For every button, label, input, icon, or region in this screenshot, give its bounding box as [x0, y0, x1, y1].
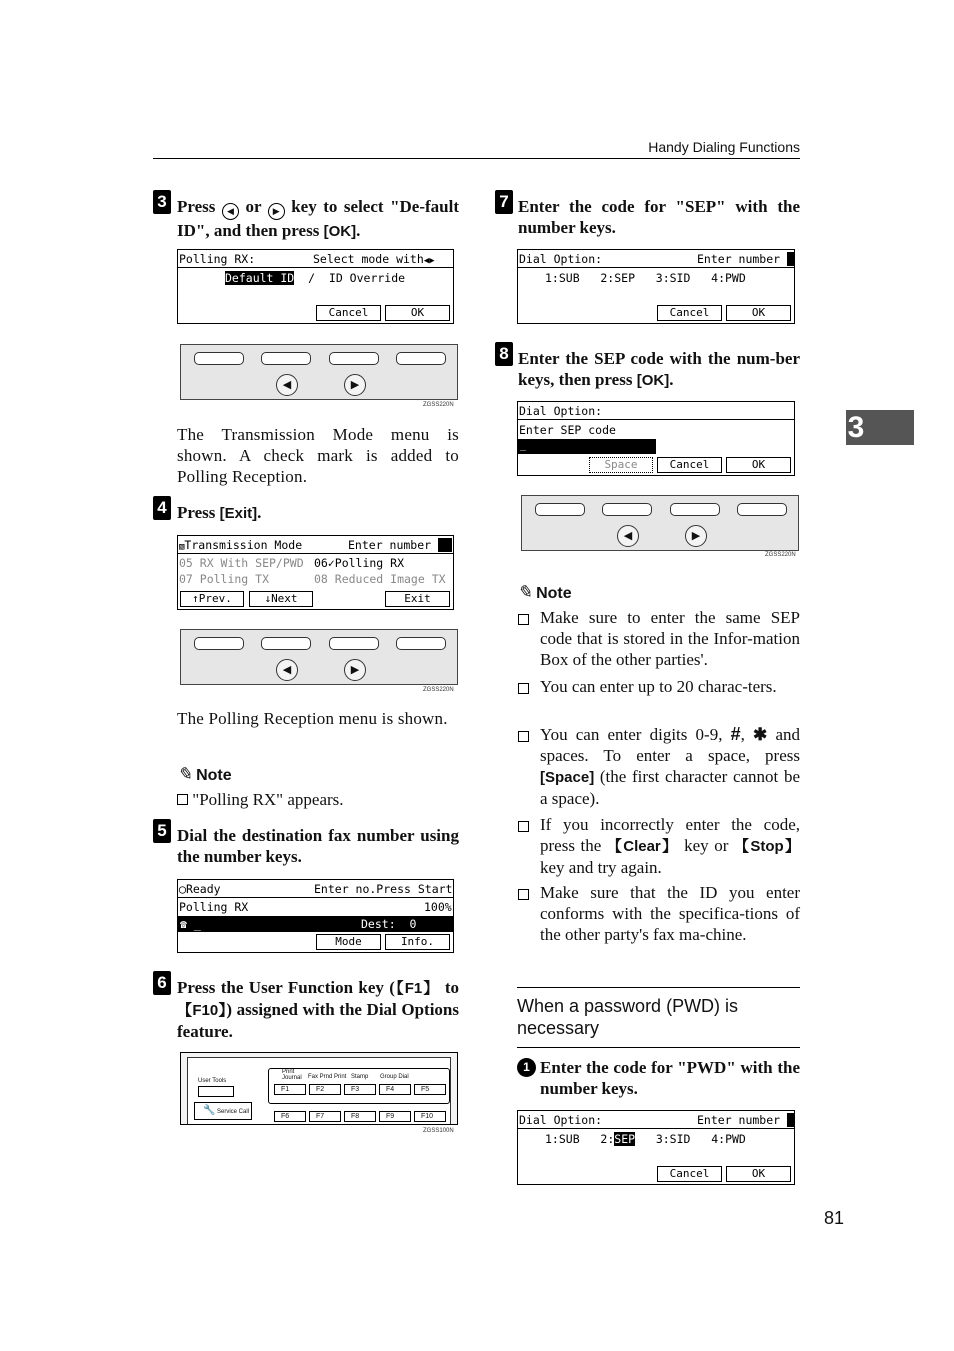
- ok-button[interactable]: OK: [726, 457, 791, 473]
- step-8-text-a: Enter the SEP code with the num-ber keys, then press: [518, 349, 800, 389]
- option-slash: /: [308, 271, 316, 285]
- right-arrow-circle-icon: ▶: [268, 203, 285, 220]
- cursor-block: [787, 252, 794, 266]
- function-key[interactable]: [737, 503, 787, 516]
- option-sep[interactable]: SEP: [614, 1132, 636, 1146]
- down-arrow-icon: ↓: [264, 592, 272, 605]
- function-key[interactable]: [261, 352, 311, 365]
- lcd-transmission-mode: [177, 535, 454, 610]
- chapter-tab: [846, 410, 914, 445]
- info-button[interactable]: Info.: [385, 934, 450, 950]
- note-header: [177, 764, 232, 785]
- mode-button[interactable]: Mode: [316, 934, 381, 950]
- lcd-prompt-text: Enter number: [348, 538, 432, 552]
- prev-button[interactable]: [180, 591, 244, 607]
- header-rule: [153, 158, 800, 159]
- function-key[interactable]: [194, 352, 244, 365]
- polling-menu-text: The Polling Reception menu is shown.: [177, 709, 448, 728]
- step-3-text-b: or: [238, 197, 268, 216]
- f4-key[interactable]: F4: [379, 1084, 411, 1095]
- function-key[interactable]: [602, 503, 652, 516]
- menu-item-05[interactable]: 05 RX With SEP/PWD: [179, 556, 304, 570]
- step-4-text-b: .: [257, 503, 262, 522]
- service-call-label: Service Call: [217, 1109, 250, 1115]
- function-key[interactable]: [670, 503, 720, 516]
- default-id-option[interactable]: Default ID: [225, 271, 295, 285]
- note-text: If you incorrectly enter the code, press the: [540, 815, 800, 855]
- step-3-text-a: Press: [177, 197, 222, 216]
- left-arrow-circle-icon[interactable]: ◀: [276, 659, 298, 681]
- lcd-title-text: Transmission Mode: [184, 538, 303, 552]
- menu-item-08[interactable]: 08 Reduced Image TX: [314, 572, 446, 586]
- lcd-prompt: [697, 1111, 794, 1129]
- f8-key[interactable]: F8: [344, 1111, 376, 1122]
- figure-code: ZGSS220N: [423, 402, 454, 408]
- cancel-button[interactable]: Cancel: [657, 457, 722, 473]
- figure-code: ZGSS220N: [765, 552, 796, 558]
- right-arrow-circle-icon[interactable]: ▶: [344, 374, 366, 396]
- step-marker: 8: [495, 342, 513, 366]
- note-text: ,: [740, 725, 754, 744]
- exit-key-label: [Exit]: [219, 505, 258, 522]
- f10-key-label: 【F10】: [177, 1002, 227, 1019]
- menu-item-06[interactable]: 06✓Polling RX: [314, 556, 405, 570]
- step-3-text: [177, 196, 459, 242]
- step-7-text: Enter the code for "SEP" with the number keys.: [518, 197, 800, 237]
- note-pencil-icon: ✎: [177, 764, 193, 784]
- lcd-prompt-text: Enter number: [697, 252, 781, 266]
- step-3-text-d: .: [356, 221, 361, 240]
- figure-code: ZGSS100N: [423, 1128, 454, 1134]
- note-text: key and try again.: [540, 858, 662, 877]
- lcd-prompt-text: Select mode with: [313, 252, 424, 266]
- dial-option-list[interactable]: [545, 1130, 794, 1148]
- dest-count: Dest: 0: [361, 917, 417, 931]
- substep-1-text: Enter the code for "PWD" with the number keys.: [540, 1058, 800, 1098]
- note-text: and spaces. To enter a space, press: [540, 725, 800, 765]
- key-header-print-journal: Print Journal: [282, 1069, 302, 1081]
- next-label: Next: [271, 592, 298, 605]
- lcd-title: Dial Option:: [519, 252, 603, 266]
- service-call-key[interactable]: [194, 1102, 252, 1120]
- right-arrow-circle-icon[interactable]: ▶: [344, 659, 366, 681]
- checkbox-icon: [518, 729, 529, 747]
- key-header-fax-print: Fax Prnd Print: [308, 1074, 347, 1080]
- ready-text: Ready: [185, 882, 221, 896]
- lcd-options: [225, 269, 453, 287]
- right-arrow-circle-icon[interactable]: ▶: [685, 525, 707, 547]
- step-5-text: Dial the destination fax number using the number keys.: [177, 826, 459, 866]
- lcd-enter-sep: [517, 401, 795, 476]
- lcd-title: Dial Option:: [519, 404, 603, 418]
- note-item: [177, 789, 459, 810]
- step-6-text: [177, 977, 459, 1042]
- note-item: [540, 724, 800, 809]
- note-pencil-icon: ✎: [517, 582, 533, 602]
- lcd-dial-option-pwd: [517, 1110, 795, 1185]
- hash-key-icon: #: [730, 724, 741, 744]
- f2-key[interactable]: F2: [309, 1084, 341, 1095]
- checkbox-icon: [518, 819, 529, 837]
- option-pwd[interactable]: 4:PWD: [711, 1132, 746, 1146]
- figure-code: ZGSS220N: [423, 687, 454, 693]
- lcd-prompt: [348, 536, 453, 554]
- wrench-icon: 🔧: [203, 1105, 216, 1116]
- note-item: Make sure that the ID you enter conforms with the specifica-tions of the other party's fax ma-chine.: [540, 883, 800, 944]
- chapter-number: 3: [847, 411, 865, 444]
- lcd-title: Polling RX:: [179, 252, 256, 266]
- user-tools-label: User Tools: [198, 1078, 227, 1084]
- step-marker: 3: [153, 190, 171, 214]
- lcd-ready: [177, 879, 454, 953]
- key-header-stamp: Stamp: [351, 1074, 369, 1080]
- step-marker: 4: [153, 496, 171, 520]
- ready-icon: ◯: [179, 882, 186, 896]
- f9-key[interactable]: F9: [379, 1111, 411, 1122]
- function-key[interactable]: [329, 637, 379, 650]
- cancel-button[interactable]: Cancel: [316, 305, 381, 321]
- left-arrow-circle-icon[interactable]: ◀: [617, 525, 639, 547]
- clear-key-label: 【Clear】: [606, 838, 679, 855]
- stop-key-label: 【Stop】: [733, 838, 800, 855]
- lcd-prompt: Enter SEP code: [519, 423, 616, 437]
- lcd-title: Dial Option:: [519, 1113, 603, 1127]
- substep-marker: 1: [517, 1058, 536, 1077]
- note-text: (the first character cannot be a space).: [540, 767, 800, 808]
- key-header-group-dial: Group Dial: [380, 1074, 409, 1080]
- ok-button[interactable]: OK: [726, 1166, 791, 1182]
- page-number: 81: [823, 1208, 844, 1228]
- next-button[interactable]: [249, 591, 313, 607]
- ok-button[interactable]: OK: [385, 305, 450, 321]
- note-item: You can enter up to 20 charac-ters.: [540, 677, 777, 696]
- note-item: Make sure to enter the same SEP code that is stored in the Infor-mation Box of the other parties'.: [540, 608, 800, 669]
- step-4-text-a: Press: [177, 503, 220, 522]
- control-panel-illustration: [180, 629, 458, 685]
- option-sep-num: 2:: [600, 1132, 615, 1146]
- checkbox-icon: [518, 612, 529, 630]
- note-header: [517, 582, 572, 603]
- ok-key-label: [OK]: [323, 223, 357, 240]
- space-key-label: [Space]: [540, 769, 595, 786]
- note-title: Note: [196, 767, 232, 784]
- control-panel-illustration: [521, 495, 799, 551]
- transmission-mode-text: The Transmission Mode menu is shown. A check mark is added to Polling Reception.: [177, 425, 459, 486]
- lcd-prompt: [697, 250, 794, 268]
- checkbox-icon: [518, 681, 529, 699]
- step-8-text-b: .: [669, 370, 674, 389]
- zoom-level: 100%: [424, 900, 452, 914]
- up-arrow-icon: ↑: [192, 592, 199, 605]
- cancel-button[interactable]: Cancel: [657, 1166, 722, 1182]
- note-item: [540, 814, 800, 878]
- lcd-prompt: [313, 250, 453, 268]
- step-marker: 6: [153, 971, 171, 995]
- cancel-button[interactable]: Cancel: [657, 305, 722, 321]
- function-key[interactable]: [396, 637, 446, 650]
- star-key-icon: ✱: [753, 725, 768, 744]
- note-text: key or: [678, 836, 734, 855]
- control-panel-illustration: [180, 344, 458, 400]
- option-sub[interactable]: 1:SUB: [545, 1132, 580, 1146]
- note-text: "Polling RX" appears.: [192, 790, 344, 809]
- f1-key[interactable]: F1: [274, 1084, 306, 1095]
- lcd-dial-option: [517, 249, 795, 324]
- f3-key[interactable]: F3: [344, 1084, 376, 1095]
- note-title: Note: [536, 585, 572, 602]
- prev-label: Prev.: [198, 592, 232, 605]
- sep-code-input[interactable]: _: [518, 439, 656, 454]
- f1-key-label: 【F1】: [394, 980, 440, 997]
- checkbox-icon: [177, 794, 188, 805]
- lcd-prompt-text: Enter number: [697, 1113, 781, 1127]
- option-sid[interactable]: 3:SID: [655, 1132, 691, 1146]
- f7-key[interactable]: F7: [309, 1111, 341, 1122]
- lcd-polling-rx: [177, 249, 454, 324]
- f5-key[interactable]: F5: [414, 1084, 446, 1095]
- section-title: When a password (PWD) is necessary: [517, 996, 739, 1038]
- exit-button[interactable]: Exit: [385, 591, 450, 607]
- dial-option-list[interactable]: 1:SUB 2:SEP 3:SID 4:PWD: [545, 271, 746, 285]
- step-marker: 5: [153, 819, 171, 843]
- running-header: Handy Dialing Functions: [648, 139, 800, 155]
- function-key[interactable]: [329, 352, 379, 365]
- menu-item-07[interactable]: 07 Polling TX: [179, 572, 270, 586]
- section-rule: [517, 1047, 800, 1048]
- note-text: You can enter digits 0-9,: [540, 725, 731, 744]
- user-tools-key[interactable]: [198, 1086, 234, 1097]
- ok-button[interactable]: OK: [726, 305, 791, 321]
- cursor-block: [787, 1113, 794, 1127]
- checkbox-icon: [518, 887, 529, 905]
- phone-icon: ☎ _: [180, 917, 201, 931]
- dest-row: [178, 916, 453, 932]
- section-rule: [517, 987, 800, 988]
- polling-rx-label: Polling RX: [179, 900, 249, 914]
- step-6-text-c: ) assigned with the Dial Options feature.: [177, 1000, 459, 1041]
- f6-key[interactable]: F6: [274, 1111, 306, 1122]
- lcd-prompt: Enter no.Press Start: [314, 882, 453, 896]
- space-button[interactable]: Space: [589, 457, 653, 473]
- cursor-block: [438, 538, 452, 552]
- arrow-keys-icon: ◀▶: [423, 256, 435, 266]
- user-function-keys-illustration: [180, 1052, 458, 1125]
- f10-key[interactable]: F10: [414, 1111, 446, 1122]
- left-arrow-circle-icon[interactable]: ◀: [276, 374, 298, 396]
- step-marker: 7: [495, 190, 513, 214]
- left-arrow-circle-icon: ◀: [222, 203, 239, 220]
- step-4-text: [177, 502, 459, 524]
- step-6-text-a: Press the User Function key (: [177, 978, 395, 997]
- step-6-text-b: to: [439, 978, 459, 997]
- ok-key-label: [OK]: [636, 372, 670, 389]
- function-key[interactable]: [261, 637, 311, 650]
- function-key[interactable]: [194, 637, 244, 650]
- function-key[interactable]: [396, 352, 446, 365]
- id-override-option[interactable]: ID Override: [328, 271, 406, 285]
- step-3-text-c: key to select "De-fault ID", and then press: [177, 197, 459, 240]
- step-8-text: [518, 348, 800, 391]
- mode-icon: ▧: [179, 542, 185, 552]
- function-key[interactable]: [535, 503, 585, 516]
